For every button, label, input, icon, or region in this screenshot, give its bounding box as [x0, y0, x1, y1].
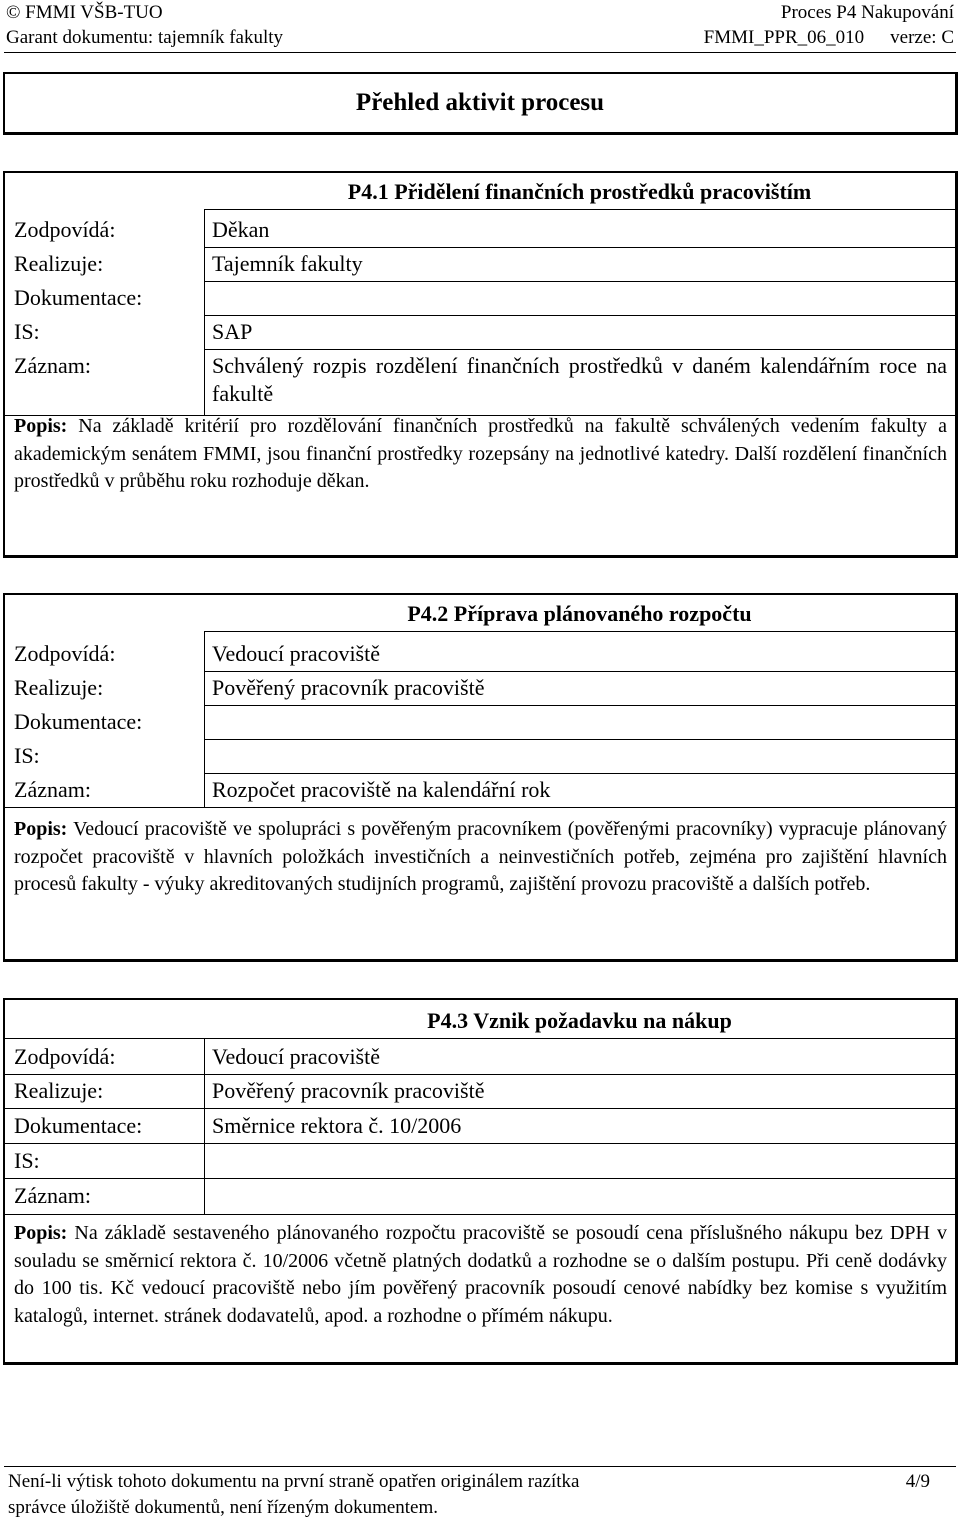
- row-dokumentace: [5, 705, 955, 739]
- row-is: [5, 315, 955, 349]
- label-zaznam: Záznam:: [14, 353, 91, 378]
- label-zodpovida: Zodpovídá:: [14, 641, 116, 666]
- row-zaznam: [5, 773, 955, 807]
- header-process: Proces P4 Nakupování: [780, 2, 954, 23]
- header-version: verze: C: [890, 27, 954, 48]
- row-zaznam: [5, 1179, 955, 1213]
- value-realizuje: Tajemník fakulty: [212, 251, 363, 276]
- label-popis: Popis:: [14, 415, 68, 437]
- description-text: Na základě sestaveného plánovaného rozpočtu pracoviště se posoudí cena příslušného nákupu bez DPH v souladu se směrnicí rektora č. 10/2006 včetně platných dodatků a rozhodne se o dalším postupu. Při ceně dodávky do 100 tis. Kč vedoucí pracoviště nebo jím pověřený pracovník posoudí cenové nabídky bez komise s využitím katalogů, internet. stránek dodavatelů, apod. a rozhodne o přímém nákupu.: [14, 1222, 947, 1327]
- value-realizuje: Pověřený pracovník pracoviště: [212, 675, 485, 700]
- row-rule: [5, 1214, 955, 1215]
- activity-p4-1: [3, 171, 958, 558]
- row-realizuje: [5, 671, 955, 705]
- row-is: [5, 739, 955, 773]
- description-text: Na základě kritérií pro rozdělování finančních prostředků na fakultě schválených vedením fakulty a akademickým senátem FMMI, jsou finanční prostředky rozepsány na jednotlivé katedry. Další rozdělení finančních prostředků v průběhu roku rozhoduje děkan.: [14, 415, 947, 492]
- footer-rule: [4, 1466, 956, 1467]
- row-is: [5, 1144, 955, 1178]
- activity-description: [14, 816, 947, 899]
- row-realizuje: [5, 1074, 955, 1108]
- activity-title: P4.3 Vznik požadavku na nákup: [427, 1008, 732, 1033]
- activity-title: P4.1 Přidělení finančních prostředků pracovištím: [347, 179, 812, 204]
- label-zodpovida: Zodpovídá:: [14, 1044, 116, 1069]
- value-zodpovida: Vedoucí pracoviště: [212, 1044, 380, 1069]
- value-zaznam: Schválený rozpis rozdělení finančních prostředků v daném kalendářním roce na fakultě: [212, 353, 947, 406]
- row-zaznam: [5, 349, 955, 415]
- label-realizuje: Realizuje:: [14, 251, 104, 276]
- footer-note-line-2: správce úložiště dokumentů, není řízeným dokumentem.: [8, 1497, 439, 1518]
- activity-p4-3: [3, 998, 958, 1365]
- page-number: 4/9: [905, 1471, 930, 1492]
- label-is: IS:: [14, 743, 40, 768]
- row-rule: [5, 807, 955, 808]
- row-zodpovida: [5, 637, 955, 671]
- label-dokumentace: Dokumentace:: [14, 285, 143, 310]
- header-guarantor: Garant dokumentu: tajemník fakulty: [6, 27, 284, 48]
- header-doc-meta: [704, 27, 954, 49]
- label-zaznam: Záznam:: [14, 777, 91, 802]
- row-zodpovida: [5, 213, 955, 247]
- value-dokumentace: Směrnice rektora č. 10/2006: [212, 1113, 462, 1138]
- value-realizuje: Pověřený pracovník pracoviště: [212, 1078, 485, 1103]
- header-rule: [4, 52, 956, 53]
- activity-title: P4.2 Příprava plánovaného rozpočtu: [407, 601, 752, 626]
- row-rule: [204, 209, 955, 210]
- label-realizuje: Realizuje:: [14, 675, 104, 700]
- activity-p4-2: [3, 593, 958, 962]
- header-org: © FMMI VŠB-TUO: [6, 2, 163, 23]
- row-realizuje: [5, 247, 955, 281]
- row-dokumentace: [5, 281, 955, 315]
- label-popis: Popis:: [14, 1222, 68, 1244]
- label-dokumentace: Dokumentace:: [14, 709, 143, 734]
- header-doc-code: FMMI_PPR_06_010: [703, 27, 865, 48]
- label-realizuje: Realizuje:: [14, 1078, 104, 1103]
- overview-title-box: [3, 72, 958, 135]
- activity-description: [14, 413, 947, 496]
- label-popis: Popis:: [14, 818, 68, 840]
- description-text: Vedoucí pracoviště ve spolupráci s pověřeným pracovníkem (pověřenými pracovníky) vypracuje plánovaný rozpočet pracoviště v hlavních položkách investičních a neinvestičních potřeb, zejména pro zajištění hlavních procesů fakulty - výuky akreditovaných studijních programů, zajištění provozu pracoviště a dalších potřeb.: [14, 818, 948, 895]
- row-zodpovida: [5, 1040, 955, 1074]
- value-zaznam: Rozpočet pracoviště na kalendářní rok: [212, 777, 551, 802]
- overview-title: Přehled aktivit procesu: [355, 89, 605, 116]
- label-is: IS:: [14, 1148, 40, 1173]
- value-is: SAP: [212, 319, 253, 344]
- page-footer: [8, 1469, 952, 1521]
- row-rule: [204, 631, 955, 632]
- activity-description: [14, 1220, 947, 1330]
- row-rule: [5, 1038, 955, 1039]
- row-dokumentace: [5, 1109, 955, 1143]
- footer-note-line-1: Není-li výtisk tohoto dokumentu na první straně opatřen originálem razítka: [8, 1471, 580, 1492]
- label-zodpovida: Zodpovídá:: [14, 217, 116, 242]
- label-zaznam: Záznam:: [14, 1183, 91, 1208]
- label-dokumentace: Dokumentace:: [14, 1113, 143, 1138]
- value-zodpovida: Děkan: [212, 217, 270, 242]
- label-is: IS:: [14, 319, 40, 344]
- value-zodpovida: Vedoucí pracoviště: [212, 641, 380, 666]
